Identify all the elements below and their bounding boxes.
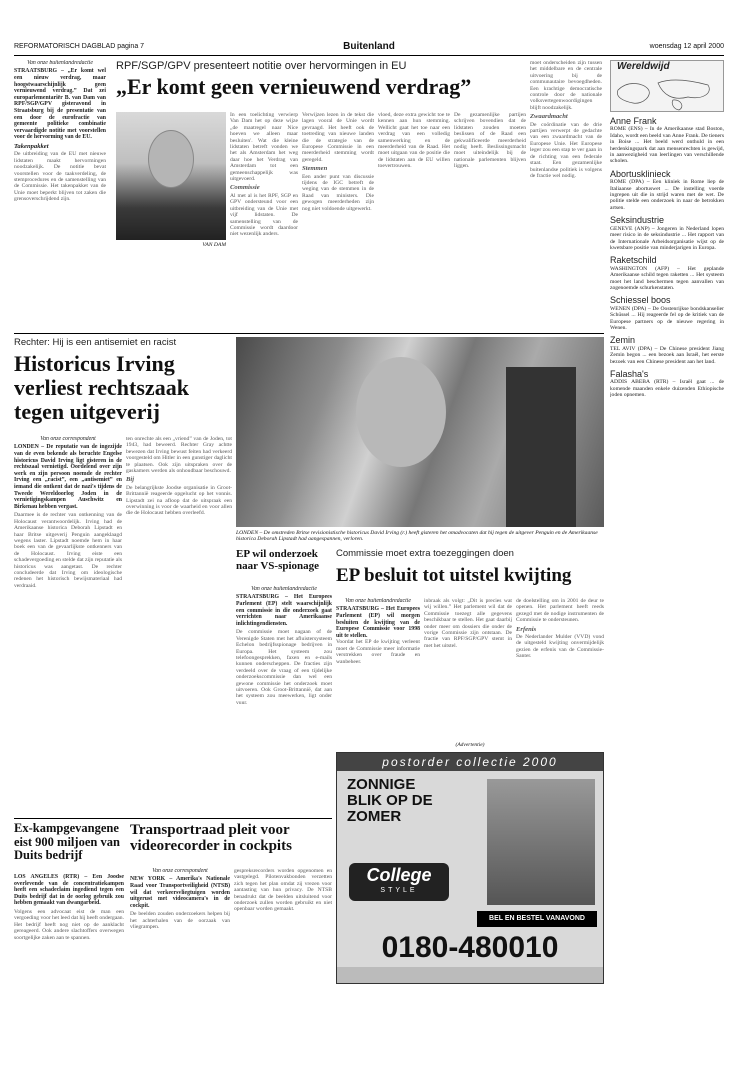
- world-item-title-6: Falasha's: [610, 369, 649, 379]
- photo-figure-shape: [506, 367, 576, 527]
- lead-intro: STRAATSBURG – „Er komt wel een nieuw verdrag, maar hoogstwaarschijnlijk geen vernieuwend verdrag.” Dat zei europarlementariër B. van Dam van RPF/SGP/GPV gisteravond in Straatsburg bij de presentatie van een door de eurofractie van gemeente politieke combinatie vervaardigde notitie met voorstellen voor de hervorming van de EU.: [14, 68, 106, 141]
- irving-intro: LONDEN – De reputatie van de ingezijde van de even bekende als beruchte Engelse historicus David Irving ligt gisteren in de rechtszaal vernietigd. Oordelend over zijn werk en zijn persoon noemde de rechter Irving een „racist”, een „antisemiet” en iemand die ontkent dat de nazi's tijdens de Tweede Wereldoorlog Joden in de vernietigingskampen Auschwitz en Birkenau hebben vergast.: [14, 444, 122, 510]
- irving-sub-bij: Bij: [126, 476, 135, 484]
- world-item-text-6: ADDIS ABEBA (RTR) – Israël gaat ... de komende maanden enkele duizenden Ethiopische joden opnemen.: [610, 379, 724, 399]
- spionage-headline-box: [236, 548, 332, 582]
- lead-sub-stemmen: Stemmen: [302, 165, 328, 173]
- lead-headline-box: [116, 76, 528, 106]
- world-item-text-5: TEL AVIV (DPA) – De Chinese president Jiang Zemin begon ... een bezoek aan Israël, het eerste bezoek van een Chinese president aan het land.: [610, 345, 724, 365]
- ad-slogan-line3: ZOMER: [347, 808, 402, 825]
- masthead: [14, 40, 724, 56]
- ad-model-photo: [487, 779, 595, 905]
- ad-slogan-line2: BLIK OP DE: [347, 792, 433, 809]
- ad-promo: BEL EN BESTEL VANAVOND: [477, 911, 597, 927]
- ad-brand: College: [366, 865, 432, 885]
- kwijting-byline: Van onze buitenlandredactie: [345, 598, 411, 604]
- lead-body-col-4: vloed, deze extra gewicht toe te kennen aan hun stemming. Wellicht gaat het toe naar een verdrag van een volledig samenwerking en de meerderheid van de Raad. Het moet uitgaan van de positie die de lidstaten aan de EU willen toevertrouwen.: [378, 112, 450, 170]
- lead-sub-zwaardmacht: Zwaardmacht: [530, 113, 568, 121]
- world-item-text-3: WASHINGTON (AFP) – Het geplande Amerikaanse schild tegen raketten ... Het systeem moet het land beschermen tegen aanvallen van zogenoemde schurkenstaten.: [610, 265, 724, 291]
- lead-body-col-3: Verwijzen lezen in de tekst die lagen vooral de Unie wordt gevraagd. Het heeft ook de toetreding van nieuwe landen die de strategie van de Europese Commissie in een meerderheid stemming wordt geregeld. Stemmen Een ander punt van discussie tijdens de IGC betreft de weging van de stemmen in de Raad van ministers. Die gewogen meerderheden zijn nog niet voldoende uitgewerkt.: [302, 112, 374, 212]
- ad-slogan-line1: ZONNIGE: [347, 776, 416, 793]
- kwijting-headline: EP besluit tot uitstel kwijting: [336, 566, 572, 586]
- irving-byline: Van onze correspondent: [40, 436, 96, 442]
- irving-headline-box: [14, 352, 234, 432]
- cockpit-intro: NEW YORK – Amerika's Nationale Raad voor Transportveiligheid (NTSB) wil dat verkeersvliegtuigen worden uitgerust met videocamera's in de cockpit.: [130, 876, 230, 909]
- world-map-box: [610, 60, 724, 112]
- irving-photo-caption: LONDEN – De omstreden Britse revisionistische historicus David Irving (r.) heeft gisteren het omadvocaten dat hij tegen de uitgever Penguin en de Amerikaanse historica Deborah Lipstadt had aangespannen, verloren.: [236, 530, 598, 543]
- holocaust-headline-box: [14, 822, 124, 870]
- lead-body-col-5: De gezamenlijke partijen schrijven bovendien dat de lidstaten zouden moeten beslissen of de Raad een gekwalificeerde meerderheid nodig heeft. Beslissingsmacht moet uiteindelijk bij de nationale parlementen blijven liggen.: [454, 112, 526, 170]
- ad-brand-sub: STYLE: [380, 887, 418, 894]
- ad-footer-strip: [337, 967, 603, 984]
- kwijting-intro: STRAATSBURG – Het Europees Parlement (EP) wil morgen besluiten de kwijting van de Europese Commissie voor 1998 uit te stellen.: [336, 606, 420, 639]
- masthead-date: woensdag 12 april 2000: [649, 43, 724, 50]
- kwijting-body-1: Voordat het EP de kwijting verleent moet de Commissie meer informatie verstrekken over fraude en wanbeheer.: [336, 639, 420, 665]
- world-item-text-4: WENEN (DPA) – De Oostenrijkse bondskanselier Schüssel ... Hij reageerde fel op de kritiek van de Europese partners op de nieuwe regering in Wenen.: [610, 305, 724, 331]
- cockpit-body-1: De beelden zouden onderzoekers helpen bij het achterhalen van de oorzaak van vliegrampen.: [130, 911, 230, 931]
- world-item-text-1: ROME (DPA) – Een kliniek in Rome liep de Italiaanse abortuswet ... De instelling voerde ingrepen uit die in strijd waren met de wet. De politie stelde een onderzoek in naar de betrokken artsen.: [610, 179, 724, 211]
- spionage-body: De commissie moet nagaan of de Verenigde Staten met het afluistersysteem Echelon bedrijfsspionage bedrijven in Europa. Het systeem zou telefoongesprekken, faxen en e-mails kunnen onderscheppen. De fracties zijn verdeeld over de vraag of een tijdelijke onderzoekscommissie dan wel een gewone commissie het onderzoek moet uitvoeren. Ook Groot-Brittannië, dat aan het systeem zou meewerken, ligt onder vuur.: [236, 629, 332, 706]
- lead-intro-column: [14, 60, 106, 328]
- world-item-title-2: Seksindustrie: [610, 215, 665, 226]
- lead-body-col-2: In een toelichting verwierp Van Dam het op deze wijze „de maatregel naar Nice hoeven we alleen maar besluiten'. Wat die kleine lidstaten betreft vonden we het als Amsterdam het weg daar hoe het Verdrag van Amsterdam tot een gemeenschappelijk was uitgevoerd. Commissie Al met al is het RPF, SGP en GPV ondersteund voor een uitbreiding van de Unie met vijf lidstaten. De samenstelling van de Commissie wordt daardoor niet wezenlijk anders.: [230, 112, 298, 238]
- world-item-title-5: Zemin: [610, 335, 636, 346]
- lead-headline: „Er komt geen vernieuwend verdrag”: [116, 76, 472, 99]
- spionage-byline: Van onze buitenlandredactie: [251, 586, 317, 592]
- spionage-column: [236, 586, 332, 814]
- holocaust-column: [14, 874, 124, 1058]
- world-sidebar: [610, 60, 724, 990]
- cockpit-byline: Van onze correspondent: [152, 868, 208, 874]
- section-divider-2: [14, 818, 332, 819]
- world-item-title-3: Raketschild: [610, 255, 657, 266]
- holocaust-headline: Ex-kampgevangene eist 900 miljoen van Duits bedrijf: [14, 822, 120, 862]
- kwijting-col-2: inbraak als volgt: „Dit is precies wat wij willen.” Het parlement wil dat de Commissie toezegt alle gegevens beschikbaar te stellen. Het gaat daarbij onder meer om dossiers die onder de vorige Commissie zijn ontstaan. De fractie van RPF/SGP/GPV stemt in met het uitstel.: [424, 598, 512, 649]
- lead-body-1: De uitbreiding van de EU met nieuwe lidstaten maakt hervormingen noodzakelijk. De notitie bevat voorstellen voor de taakverdeling, de stemprocedures en de samenstelling van de Commissie. Het takenpakket van de Unie moet beperkt blijven tot zaken die grensoverschrijdend zijn.: [14, 151, 106, 203]
- holocaust-body: Volgens een advocaat eist de man een vergoeding voor het leed dat hij heeft ondergaan. Het bedrijf heeft nog niet op de aanklacht gereageerd. Ook andere slachtoffers overwegen soortgelijke zaken aan te spannen.: [14, 908, 124, 941]
- world-item-title-4: Schiessel boos: [610, 295, 671, 306]
- lead-kicker: RPF/SGP/GPV presenteert notitie over hervormingen in EU: [116, 60, 407, 72]
- world-item-text-2: GENEVE (ANP) – Jongeren in Nederland lopen meer risico in de seksindustrie ... Het rapport van de Internationale Arbeidsorganisatie wijst op de kwetsbare positie van minderjarigen in Europa.: [610, 225, 724, 251]
- lead-kicker-box: [116, 60, 528, 76]
- ad-slogan: [347, 777, 477, 825]
- ad-banner: postorder collectie 2000: [337, 753, 603, 771]
- kwijting-col-1: [336, 598, 420, 740]
- irving-col-1: [14, 436, 122, 814]
- lead-byline: Van onze buitenlandredactie: [27, 60, 93, 66]
- irving-kicker-box: [14, 337, 234, 351]
- section-divider-1: [14, 333, 604, 334]
- kwijting-sub-erfenis: Erfenis: [516, 625, 537, 633]
- ad-phone: 0180-480010: [381, 931, 559, 964]
- photo-face-shape: [356, 357, 446, 467]
- world-item-title-1: Abortusklinieck: [610, 168, 671, 179]
- kwijting-kicker: Commissie moet extra toezeggingen doen: [336, 548, 514, 559]
- world-map-icon: [613, 75, 723, 111]
- kwijting-headline-box: [336, 566, 604, 592]
- ad-label: (Advertentie): [455, 742, 485, 748]
- world-logo: Wereldwijd: [617, 61, 670, 72]
- kwijting-kicker-box: [336, 548, 604, 562]
- masthead-paper: REFORMATORISCH DAGBLAD pagina 7: [14, 43, 145, 50]
- van-dam-photo: [116, 112, 226, 240]
- lead-sub-commissie: Commissie: [230, 184, 260, 192]
- cockpit-headline-box: [130, 822, 332, 864]
- holocaust-intro: LOS ANGELES (RTR) – Een Joodse overlevende van de concentratiekampen heeft een schadeclaim ingediend tegen een Duits bedrijf dat in de oorlog gebruik zou hebben gemaakt van dwangarbeid.: [14, 874, 124, 907]
- irving-headline: Historicus Irving verliest rechtszaak tegen uitgeverij: [14, 352, 189, 424]
- irving-kicker: Rechter: Hij is een antisemiet en racist: [14, 337, 177, 348]
- masthead-section: Buitenland: [343, 41, 395, 52]
- irving-col-2: ten onrechte als een „vriend” van de Joden, tot 1943, had beweerd. Rechter Gray achtte bewezen dat Irving bewust feiten had verkeerd voorgesteld om Hitler in een gunstiger daglicht te plaatsen. Ook zijn uitspraken over de gaskamers werden als onhoudbaar beschouwd. Bij De belangrijkste Joodse organisatie in Groot-Brittannië reageerde opgelucht op het vonnis. Lipstadt zei na afloop dat de uitspraak een overwinning is voor de waarheid en voor allen die de Holocaust hebben overleefd.: [126, 436, 232, 517]
- irving-photo: [236, 337, 604, 527]
- kwijting-col-3: de doelstelling om in 2001 de deur te openen. Het parlement heeft reeds gezegd met de nodige instrumenten de Commissie te ondersteunen. Erfenis De Nederlander Mulder (VVD) vond de uitgesteld kwijting onvermijdelijk gezien de erfenis van de Commissie-Santer.: [516, 598, 604, 660]
- spionage-intro: STRAATSBURG – Het Europees Parlement (EP) stelt waarschijnlijk een commissie in die onderzoek gaat verrichten naar Amerikaanse inlichtingendiensten.: [236, 594, 332, 627]
- van-dam-caption: VAN DAM: [202, 242, 226, 248]
- world-item-title-0: Anne Frank: [610, 116, 657, 126]
- cockpit-headline: Transportraad pleit voor videorecorder in cockpits: [130, 822, 292, 854]
- cockpit-col-1: [130, 868, 230, 1058]
- cockpit-col-2: gespreksrecorders worden opgenomen en vastgelegd. Pilotenvakbonden verzetten zich tegen het plan omdat zij vrezen voor aantasting van hun privacy. De NTSB benadrukt dat de beelden uitsluitend voor onderzoek zullen worden gebruikt en niet openbaar worden gemaakt.: [234, 868, 332, 913]
- college-style-ad: [336, 752, 604, 984]
- lead-sub-takenpakket: Takenpakket: [14, 142, 49, 150]
- portrait-face-shape: [148, 130, 194, 188]
- irving-body-1: Daarmee is de rechter van ontkenning van de Holocaust verantwoordelijk. Irving had de Amerikaanse historica Deborah Lipstadt en haar Britse uitgeverij Penguin aangeklaagd wegens laster. Lipstadt noemde hem in haar boek een van de gevaarlijkste ontkenners van de Holocaust. Irving eiste een schadevergoeding en stelde dat zijn reputatie als historicus was aangetast. De rechter concludeerde dat Irving om ideologische redenen het historisch bewijsmateriaal had verdraaid.: [14, 512, 122, 589]
- ad-brand-logo: [349, 863, 449, 901]
- world-item-text-0: ROME (ENS) – In de Amerikaanse stad Boston, Idaho, wordt een beeld van Anne Frank. De tieners in Boise ... Het beeld werd onthuld in een herdenkingspark dat aan mensenrechten is gewijd, in aanwezigheid van leerlingen van verschillende scholen.: [610, 126, 724, 165]
- lead-body-col-6: moet onderscheiden zijn tussen het middelbare en de centrale uitvoering bij de communautaire bevoegdheden. Een krachtige democratische controle door de nationale volksvertegenwoordigingen blijft noodzakelijk. Zwaardmacht De coördinatie van de drie partijen verwerpt de gedachte van een zwaardmacht van de Europese Unie. Het Europese leger zou een stap te ver gaan in de richting van een federale staat. Een gezamenlijke buitenlandse politiek is volgens de fractie wel nodig.: [530, 60, 602, 179]
- spionage-headline: EP wil onderzoek naar VS-spionage: [236, 548, 320, 572]
